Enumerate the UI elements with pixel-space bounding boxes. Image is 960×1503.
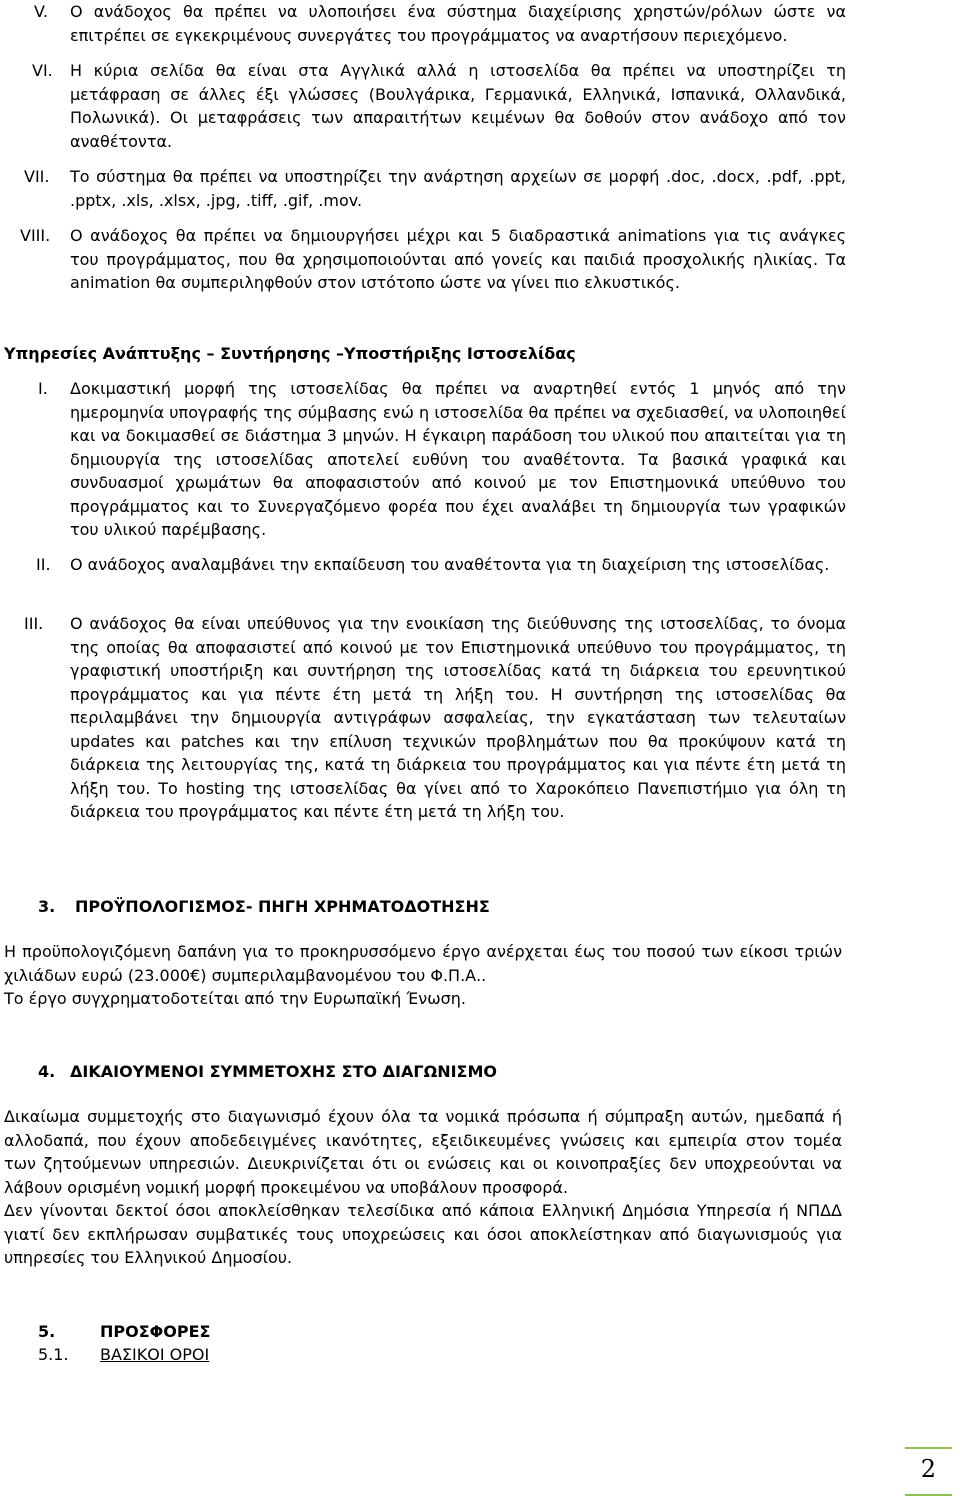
section-4-paragraph: Δεν γίνονται δεκτοί όσοι αποκλείσθηκαν τελεσίδικα από κάποια Ελληνική Δημόσια Υπηρεσία ή ΝΠΔΔ γιατί δεν εκπλήρωσαν συμβατικές τους υποχρεώσεις και όσοι αποκλείστηκαν από διαγωνισμούς για υπηρεσίες του Ελληνικού Δημοσίου. [4, 1201, 842, 1267]
section-5-title: ΠΡΟΣΦΟΡΕΣ [100, 1322, 211, 1341]
list-item: Ο ανάδοχος αναλαμβάνει την εκπαίδευση του αναθέτοντα για τη διαχείριση της ιστοσελίδας. [70, 555, 830, 574]
list-item: Ο ανάδοχος θα είναι υπεύθυνος για την ενοικίαση της διεύθυνσης της ιστοσελίδας, το όνομα της οποίας θα αποφασιστεί από κοινού με τον Επιστημονικά υπεύθυνο του προγράμματος, τη γραφιστική υποστήριξη και συντήρηση της ιστοσελίδας κατά τη διάρκεια του ερευνητικού προγράμματος και για πέντε έτη μετά τη λήξη του. Η συντήρηση της ιστοσελίδας θα περιλαμβάνει την δημιουργία αντιγράφων ασφαλείας, την εγκατάσταση των τελευταίων updates και patches και την επίλυση τεχνικών προβλημάτων που θα προκύψουν κατά τη διάρκεια της λειτουργίας της, κατά τη διάρκεια του προγράμματος και για πέντε έτη μετά τη λήξη του. Το hosting της ιστοσελίδας θα γίνει από το Χαροκόπειο Πανεπιστήμιο για όλη τη διάρκεια του προγράμματος και πέντε έτη μετά τη λήξη του. [70, 614, 846, 821]
list-number: VI. [32, 61, 53, 80]
list-number: III. [24, 614, 44, 633]
list-item: Δοκιμαστική μορφή της ιστοσελίδας θα πρέπει να αναρτηθεί εντός 1 μηνός από την ημερομηνία υπογραφής της σύμβασης ενώ η ιστοσελίδα θα πρέπει να σχεδιασθεί, να υλοποιηθεί και να δοκιμασθεί σε διάστημα 3 μηνών. Η έγκαιρη παράδοση του υλικού που απαιτείται για τη δημιουργία της ιστοσελίδας αποτελεί ευθύνη του αναθέτοντα. Τα βασικά γραφικά και συνδυασμοί χρωμάτων θα αποφασιστούν από κοινού με τον Επιστημονικά υπεύθυνο του προγράμματος και το Συνεργαζόμενο φορέα που έχει αναλάβει τη δημιουργία των γραφικών του υλικού παρέμβασης. [70, 379, 846, 539]
section-3-paragraph: Η προϋπολογιζόμενη δαπάνη για το προκηρυσσόμενο έργο ανέρχεται έως του ποσού των είκοσι τριών χιλιάδων ευρώ (23.000€) συμπεριλαμβανομένου του Φ.Π.Α.. [4, 942, 842, 985]
page-number: 2 [920, 1455, 936, 1483]
list-item: Το σύστημα θα πρέπει να υποστηρίζει την ανάρτηση αρχείων σε μορφή .doc, .docx, .pdf, .ppt, .pptx, .xls, .xlsx, .jpg, .tiff, .gif, .mov. [70, 167, 846, 210]
section-3-title: ΠΡΟΫΠΟΛΟΓΙΣΜΟΣ- ΠΗΓΗ ΧΡΗΜΑΤΟΔΟΤΗΣΗΣ [75, 897, 490, 916]
list-number: II. [36, 555, 51, 574]
list-number: V. [34, 2, 48, 21]
list-number: VII. [24, 167, 50, 186]
section-3-number: 3. [38, 897, 56, 916]
list-item: Ο ανάδοχος θα πρέπει να υλοποιήσει ένα σύστημα διαχείρισης χρηστών/ρόλων ώστε να επιτρέπει σε εγκεκριμένους συνεργάτες του προγράμματος να αναρτήσουν περιεχόμενο. [70, 2, 846, 45]
list-number: I. [38, 379, 48, 398]
section-4-number: 4. [38, 1062, 56, 1081]
page-number-rule [905, 1447, 952, 1449]
page-number-rule [905, 1494, 952, 1496]
list-item: Ο ανάδοχος θα πρέπει να δημιουργήσει μέχρι και 5 διαδραστικά animations για τις ανάγκες του προγράμματος, που θα χρησιμοποιούνται από γονείς και παιδιά προσχολικής ηλικίας. Τα animation θα συμπεριληφθούν στον ιστότοπο ώστε να γίνει πιο ελκυστικός. [70, 226, 846, 292]
subsection-number: 5.1. [38, 1345, 69, 1364]
list-item: Η κύρια σελίδα θα είναι στα Αγγλικά αλλά η ιστοσελίδα θα πρέπει να υποστηρίζει τη μετάφραση σε άλλες έξι γλώσσες (Βουλγάρικα, Γερμανικά, Ελληνικά, Ισπανικά, Ολλανδικά, Πολωνικά). Οι μεταφράσεις των απαραιτήτων κειμένων θα δοθούν στον ανάδοχο από τον αναθέτοντα. [70, 61, 846, 151]
services-heading: Υπηρεσίες Ανάπτυξης – Συντήρησης –Υποστήριξης Ιστοσελίδας [4, 344, 576, 363]
section-5-number: 5. [38, 1322, 56, 1341]
section-4-title: ΔΙΚΑΙΟΥΜΕΝΟΙ ΣΥΜΜΕΤΟΧΗΣ ΣΤΟ ΔΙΑΓΩΝΙΣΜΟ [70, 1062, 497, 1081]
section-3-paragraph: Το έργο συγχρηματοδοτείται από την Ευρωπαϊκή Ένωση. [4, 989, 466, 1008]
section-4-paragraph: Δικαίωμα συμμετοχής στο διαγωνισμό έχουν όλα τα νομικά πρόσωπα ή σύμπραξη αυτών, ημεδαπά ή αλλοδαπά, που έχουν αποδεδειγμένες ικανότητες, εξειδικευμένες γνώσεις και εμπειρία στον τομέα των ζητούμενων υπηρεσιών. Διευκρινίζεται ότι οι ενώσεις και οι κοινοπραξίες δεν υποχρεούνται να λάβουν ορισμένη νομική μορφή προκειμένου να υποβάλουν προσφορά. [4, 1107, 842, 1197]
list-number: VIII. [20, 226, 51, 245]
subsection-title: ΒΑΣΙΚΟΙ ΟΡΟΙ [100, 1345, 210, 1364]
